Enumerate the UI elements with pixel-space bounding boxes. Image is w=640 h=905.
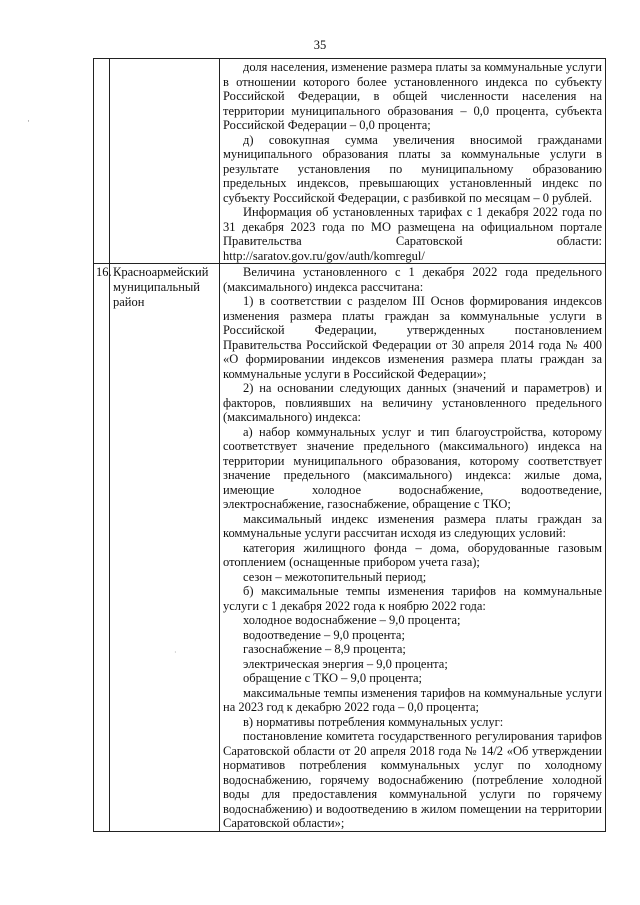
paragraph: доля населения, изменение размера платы за коммунальные услуги в отношении которого более установленного индекса по субъекту Российской Федерации, в общей численности населения на территории муниципального образования – 0,0 процента, субъекта Российской Федерации – 0,0 процента; [223, 60, 602, 132]
row-number: 16. [94, 264, 110, 832]
row-number [94, 59, 110, 264]
paragraph: Величина установленного с 1 декабря 2022 года предельного (максимального) индекса рассчитана: [223, 265, 602, 294]
paragraph: категория жилищного фонда – дома, оборудованные газовым отоплением (оснащенные прибором учета газа); [223, 540, 602, 569]
paragraph: обращение с ТКО – 9,0 процента; [243, 671, 422, 685]
paragraph: постановление комитета государственного регулирования тарифов Саратовской области от 20 апреля 2018 года № 14/2 «Об утверждении нормативов потребления коммунальных услуг по холодному водоснабжению, горячему водоснабжению (потребление холодной воды для предоставления коммунальной услуги по горячему водоснабжению) и водоотведению в жилом помещении на территории Саратовской области»; [223, 729, 602, 830]
margin-mark: · [27, 116, 30, 126]
paragraph: 2) на основании следующих данных (значений и параметров) и факторов, повлиявших на величину установленного предельного (максимального) индекса: [223, 381, 602, 424]
table-row [94, 264, 606, 832]
paragraph: сезон – межотопительный период; [243, 569, 427, 584]
paragraph: в) нормативы потребления коммунальных услуг: [243, 714, 504, 729]
paragraph: водоотведение – 9,0 процента; [243, 627, 405, 642]
tariff-table [93, 58, 606, 832]
paragraph: холодное водоснабжение – 9,0 процента; [243, 613, 461, 627]
margin-mark: · [174, 648, 177, 657]
paragraph: электрическая энергия – 9,0 процента; [243, 656, 448, 671]
paragraph: 1) в соответствии с разделом III Основ формирования индексов изменения размера платы граждан за коммунальные услуги в Российской Федерации, утвержденных постановлением Правительства Российской Федерации от 30 апреля 2014 года № 400 «О формировании индексов изменения размера платы граждан за коммунальные услуги в Российской Федерации»; [223, 294, 602, 381]
paragraph: Информация об установленных тарифах с 1 декабря 2022 года по 31 декабря 2023 года по МО размещена на официальном портале Правительства Саратовской области: http://saratov.gov.ru/gov/auth/komregul/ [223, 205, 602, 263]
municipality-name [110, 59, 220, 264]
row-description [220, 59, 606, 264]
paragraph: б) максимальные темпы изменения тарифов на коммунальные услуги с 1 декабря 2022 года к ноябрю 2022 года: [223, 584, 602, 613]
paragraph: газоснабжение – 8,9 процента; [243, 642, 406, 656]
page-number: 35 [313, 38, 327, 52]
paragraph: д) совокупная сумма увеличения вносимой гражданами муниципального образования платы за коммунальные услуги в результате установления по муниципальному образованию предельных индексов, превышающих установленный индекс по субъекту Российской Федерации, с разбивкой по месяцам – 0 рублей. [223, 132, 602, 205]
row-description [220, 264, 606, 832]
table-row [94, 59, 606, 264]
paragraph: максимальные темпы изменения тарифов на коммунальные услуги на 2023 год к декабрю 2022 года – 0,0 процента; [223, 685, 602, 714]
table-body [94, 59, 606, 832]
municipality-name: Красноармейский муниципальный район [110, 264, 220, 832]
paragraph: максимальный индекс изменения размера платы граждан за коммунальные услуги рассчитан исходя из следующих условий: [223, 511, 602, 540]
paragraph: а) набор коммунальных услуг и тип благоустройства, которому соответствует значение предельного (максимального) индекса на территории муниципального образования, которому соответствует значение предельного (максимального) индекса: жилые дома, имеющие холодное водоснабжение, водоотведение, электроснабжение, газоснабжение, обращение с ТКО; [223, 424, 602, 511]
